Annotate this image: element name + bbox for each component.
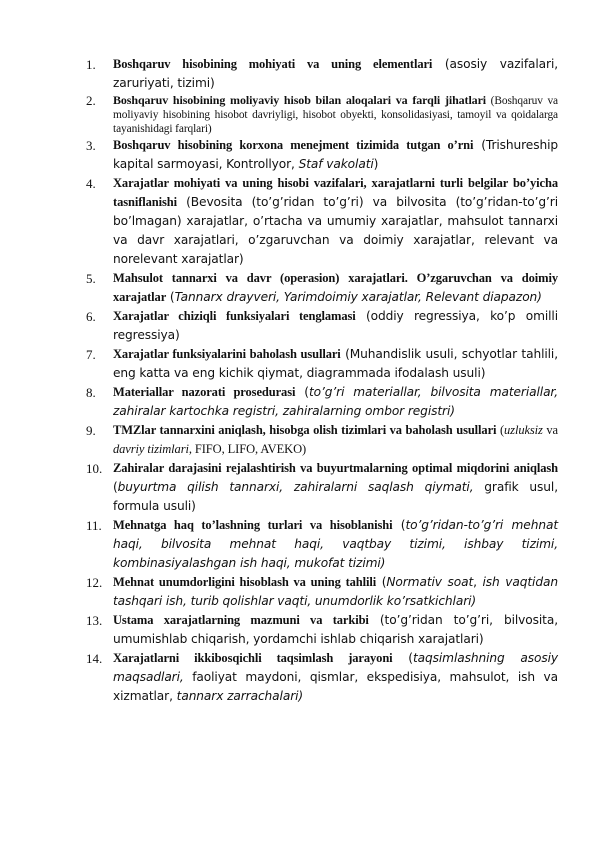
list-item	[86, 421, 558, 459]
item-number: 5.	[86, 271, 96, 286]
item-detail: (	[376, 575, 387, 589]
item-number: 6.	[86, 309, 96, 324]
list-item	[86, 136, 558, 174]
list-item	[86, 611, 558, 649]
list-item	[86, 269, 558, 307]
topic-list	[86, 55, 558, 706]
item-detail: (	[392, 651, 413, 665]
item-detail: (to’g’ridan to’g’ri, bilvosita, umumishlab chiqarish, yordamchi ishlab chiqarish xarajatlari)	[113, 613, 558, 646]
item-number: 14.	[86, 651, 103, 666]
item-number: 7.	[86, 347, 96, 362]
item-detail: FIFO, LIFO, AVEKO)	[191, 442, 307, 456]
item-detail-italic: Staf vakolati	[298, 157, 374, 171]
item-title: Mehnatga haq to’lashning turlari va hisoblanishi	[113, 518, 393, 532]
item-detail: (Trishureship kapital sarmoyasi, Kontrollyor,	[113, 138, 558, 171]
item-detail: (oddiy regressiya, ko’p omilli regressiya)	[113, 309, 558, 342]
item-detail: (asosiy vazifalari, zaruriyati, tizimi)	[113, 57, 559, 90]
item-detail-italic: uzluksiz	[504, 423, 543, 437]
item-detail-italic: buyurtma qilish tannarxi, zahiralarni saqlash qiymati,	[117, 480, 474, 494]
item-detail: ,	[473, 575, 483, 589]
list-item	[86, 55, 558, 93]
item-title: Ustama xarajatlarning mazmuni va tarkibi	[113, 613, 369, 627]
list-item	[86, 649, 558, 706]
item-detail-italic: davriy tizimlari,	[113, 442, 192, 456]
item-text	[113, 269, 558, 307]
list-item	[86, 383, 558, 421]
item-title: Xarajatlarni ikkibosqichli taqsimlash jarayoni	[113, 651, 393, 665]
list-item	[86, 93, 558, 136]
item-title: Xarajatlar chiziqli funksiyalari tenglamasi	[113, 309, 356, 323]
item-title: Boshqaruv hisobining mohiyati va uning elementlari	[113, 57, 433, 71]
item-title: Xarajatlar mohiyati va uning hisobi vazifalari, xarajatlarni turli belgilar bo’yicha tasniflanishi	[113, 176, 558, 209]
item-detail-italic: ish vaqtidan tashqari ish, turib qolishlar vaqti, unumdorlik ko’rsatkichlari)	[113, 575, 558, 608]
item-text	[113, 307, 558, 345]
item-number: 9.	[86, 423, 96, 438]
item-detail: )	[373, 157, 379, 171]
item-title: Boshqaruv hisobining moliyaviy hisob bilan aloqalari va farqli jihatlari	[113, 93, 487, 107]
list-item	[86, 516, 558, 573]
item-detail: (Bevosita (to’g’ridan to’g’ri) va bilvosita (to’g’ridan-to’g’ri bo’lmagan) xarajatlar, o’rtacha va umumiy xarajatlar, mahsulot tannarxi va davr xarajatlari, o’zgaruvchan va doimiy xarajatlar, relevant va norelevant xarajatlar)	[113, 195, 558, 266]
item-detail-italic: tannarx zarrachalari)	[176, 689, 304, 703]
item-text	[113, 573, 558, 611]
item-text	[113, 383, 558, 421]
item-number: 4.	[86, 176, 96, 191]
item-number: 11.	[86, 518, 102, 533]
item-text	[113, 345, 558, 383]
item-title: Boshqaruv hisobining korxona menejment tizimida tutgan o’rni	[113, 138, 474, 152]
item-text	[113, 55, 558, 93]
item-detail-italic: Normativ soat	[386, 575, 474, 589]
item-detail: (Boshqaruv va moliyaviy hisobining hisobot davriyligi, hisobot obyekti, konsolidasiyasi, tamoyil va qoidalarga tayanishidagi farqlari)	[113, 95, 559, 135]
item-detail-italic: taqsimlashning asosiy maqsadlari,	[113, 651, 558, 684]
list-item	[86, 345, 558, 383]
item-title: Mehnat unumdorligini hisoblash va uning tahlili	[113, 575, 377, 589]
item-number: 2.	[86, 93, 96, 108]
item-detail: (Muhandislik usuli, schyotlar tahlili, eng katta va eng kichik qiymat, diagrammada ifodalash usuli)	[113, 347, 558, 380]
item-detail: (	[166, 290, 175, 304]
item-text	[113, 459, 558, 516]
item-detail: (	[295, 385, 309, 399]
item-text	[113, 174, 558, 269]
item-number: 1.	[86, 57, 96, 72]
item-number: 8.	[86, 385, 96, 400]
item-text	[113, 516, 558, 573]
item-text	[113, 421, 558, 459]
item-detail: (	[496, 423, 505, 437]
list-item	[86, 573, 558, 611]
item-title: Materiallar nazorati prosedurasi	[113, 385, 296, 399]
list-item	[86, 174, 558, 269]
item-number: 13.	[86, 613, 103, 628]
item-detail-italic: to’g’ridan-to’g’ri mehnat haqi, bilvosita mehnat haqi, vaqtbay tizimi, ishbay tizimi, kombinasiyalashgan ish haqi, mukofat tizimi)	[113, 518, 559, 570]
item-title: Zahiralar darajasini rejalashtirish va buyurtmalarning optimal miqdorini aniqlash	[113, 461, 558, 475]
item-detail: grafik usul, formula usuli)	[113, 480, 558, 513]
item-title: TMZlar tannarxini aniqlash, hisobga olish tizimlari va baholash usullari	[113, 423, 497, 437]
item-text	[113, 136, 558, 174]
item-detail-italic: to’g’ri materiallar, bilvosita materiallar, zahiralar kartochka registri, zahiralarning ombor registri)	[113, 385, 558, 418]
item-title: Xarajatlar funksiyalarini baholash usullari	[113, 347, 341, 361]
item-title: Mahsulot tannarxi va davr (operasion) xarajatlari. O’zgaruvchan va doimiy xarajatlar	[113, 271, 558, 304]
item-detail-italic: Tannarx drayveri, Yarimdoimiy xarajatlar, Relevant diapazon)	[174, 290, 542, 304]
item-detail: (	[113, 480, 118, 494]
item-number: 12.	[86, 575, 103, 590]
item-text	[113, 649, 558, 706]
item-detail: va	[542, 423, 558, 437]
item-detail: faoliyat maydoni, qismlar, ekspedisiya, mahsulot, ish va xizmatlar,	[113, 670, 558, 703]
list-item	[86, 307, 558, 345]
list-item	[86, 459, 558, 516]
item-number: 3.	[86, 138, 96, 153]
item-text	[113, 611, 558, 649]
item-detail: (	[392, 518, 406, 532]
item-text	[113, 93, 558, 136]
item-number: 10.	[86, 461, 103, 476]
